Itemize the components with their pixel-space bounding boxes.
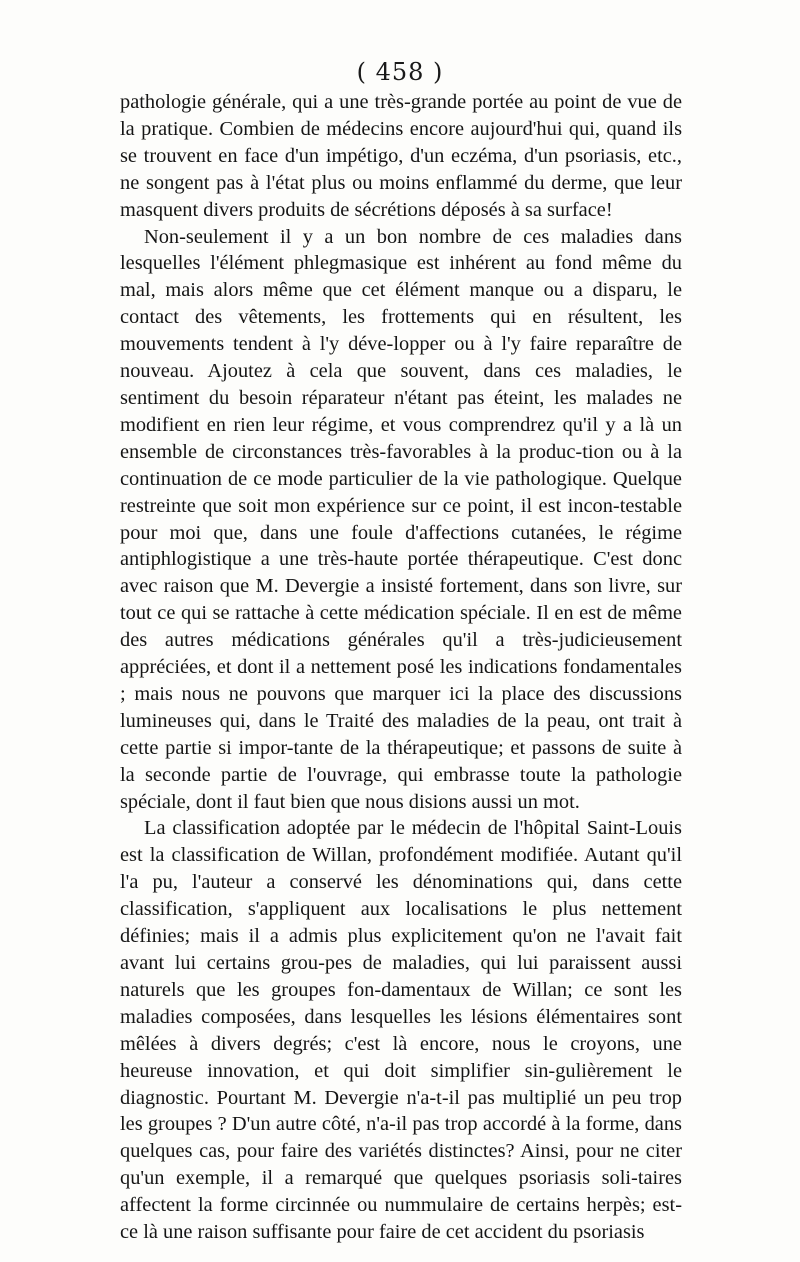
paragraph-continuation: pathologie générale, qui a une très-grande portée au point de vue de la pratique. Combien de médecins encore aujourd'hui qui, quand ils se trouvent en face d'un impétigo, d'un eczéma, d'un psoriasis, etc., ne songent pas à l'état plus ou moins enflammé du derme, que leur masquent divers produits de sécrétions déposés à sa surface!	[120, 91, 682, 221]
page-number: ( 458 )	[356, 58, 444, 86]
paragraph-non-seulement: Non-seulement il y a un bon nombre de ces maladies dans lesquelles l'élément phlegmasique est inhérent au fond même du mal, mais alors même que cet élément manque ou a disparu, le contact des vêtements, les frottements qui en résultent, les mouvements tendent à l'y déve-lopper ou à l'y faire reparaître de nouveau. Ajoutez à cela que souvent, dans ces maladies, le sentiment du besoin réparateur n'étant pas éteint, les malades ne modifient en rien leur régime, et vous comprendrez qu'il y a là un ensemble de circonstances très-favorables à la produc-tion ou à la continuation de ce mode particulier de la vie pathologique. Quelque restreinte que soit mon expérience sur ce point, il est incon-testable pour moi que, dans une foule d'affections cutanées, le régime antiphlogistique a une très-haute portée thérapeutique. C'est donc avec raison que M. Devergie a insisté fortement, dans son livre, sur tout ce qui se rattache à cette médication spéciale. Il en est de même des autres médications générales qu'il a très-judicieusement appréciées, et dont il a nettement posé les indications fondamentales ; mais nous ne pouvons que marquer ici la place des discussions lumineuses qui, dans le Traité des maladies de la peau, ont trait à cette partie si impor-tante de la thérapeutique; et passons de suite à la seconde partie de l'ouvrage, qui embrasse toute la pathologie spéciale, dont il faut bien que nous disions aussi un mot.	[120, 225, 682, 813]
page-body-text	[120, 89, 682, 1246]
paragraph-classification: La classification adoptée par le médecin de l'hôpital Saint-Louis est la classification de Willan, profondément modifiée. Autant qu'il l'a pu, l'auteur a conservé les dénominations qui, dans cette classification, s'appliquent aux localisations le plus nettement définies; mais il a admis plus explicitement qu'on ne l'avait fait avant lui certains grou-pes de maladies, qui lui paraissent aussi naturels que les groupes fon-damentaux de Willan; ce sont les maladies composées, dans lesquelles les lésions élémentaires sont mêlées à divers degrés; c'est là encore, nous le croyons, une heureuse innovation, et qui doit simplifier sin-gulièrement le diagnostic. Pourtant M. Devergie n'a-t-il pas multiplié un peu trop les groupes ? D'un autre côté, n'a-il pas trop accordé à la forme, dans quelques cas, pour faire des variétés distinctes? Ainsi, pour ne citer qu'un exemple, il a remarqué que quelques psoriasis soli-taires affectent la forme circinnée ou nummulaire de certains herpès; est-ce là une raison suffisante pour faire de cet accident du psoriasis	[120, 817, 682, 1244]
